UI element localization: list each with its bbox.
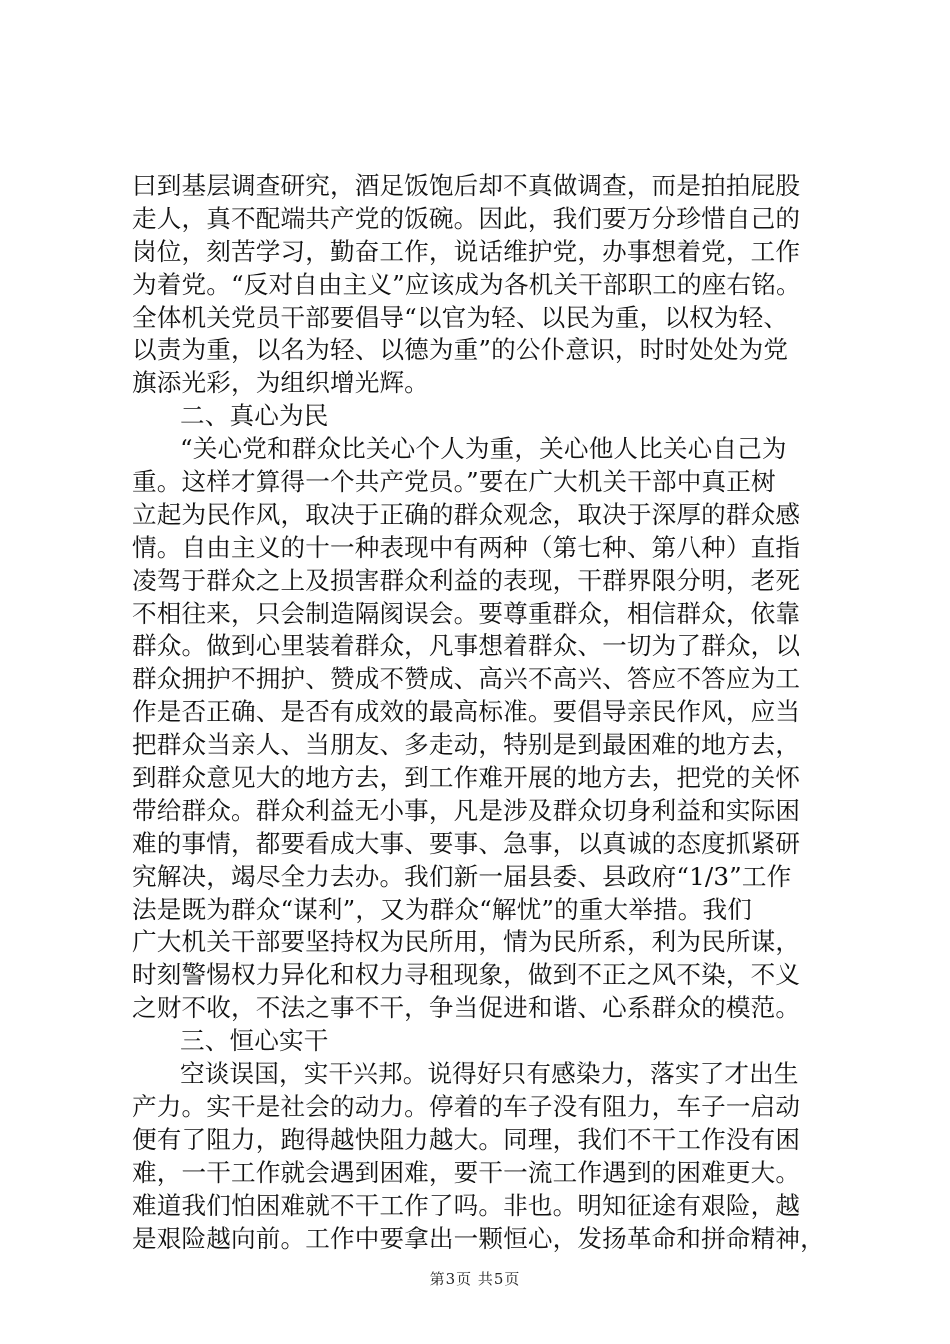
body-line: 岗位，刻苦学习，勤奋工作，说话维护党，办事想着党，工作 <box>132 236 801 266</box>
body-line: 群众。做到心里装着群众，凡事想着群众、一切为了群众，以 <box>132 631 801 661</box>
body-line: 群众拥护不拥护、赞成不赞成、高兴不高兴、答应不答应为工 <box>132 664 801 694</box>
body-line: 重。这样才算得一个共产党员。”要在广大机关干部中真正树 <box>132 467 776 497</box>
body-line: 是艰险越向前。工作中要拿出一颗恒心，发扬革命和拼命精神， <box>132 1223 825 1253</box>
body-line: 走人，真不配端共产党的饭碗。因此，我们要万分珍惜自己的 <box>132 203 801 233</box>
body-line: 全体机关党员干部要倡导“以官为轻、以民为重，以权为轻、 <box>132 302 789 332</box>
body-line: 便有了阻力，跑得越快阻力越大。同理，我们不干工作没有困 <box>132 1124 801 1154</box>
body-line: 旗添光彩，为组织增光辉。 <box>132 368 429 398</box>
page-number-indicator: 第3页 共5页 <box>429 1270 521 1288</box>
body-line: 立起为民作风，取决于正确的群众观念，取决于深厚的群众感 <box>132 499 801 529</box>
document-body <box>132 170 832 1255</box>
body-line: 情。自由主义的十一种表现中有两种（第七种、第八种）直指 <box>132 532 801 562</box>
page-footer <box>0 1268 950 1289</box>
body-line: 时刻警惕权力异化和权力寻租现象，做到不正之风不染，不义 <box>132 960 801 990</box>
body-line: 作是否正确、是否有成效的最高标准。要倡导亲民作风，应当 <box>132 697 801 727</box>
body-line: 究解决，竭尽全力去办。我们新一届县委、县政府“1/3”工作 <box>132 861 792 891</box>
paragraph-first-line: 空谈误国，实干兴邦。说得好只有感染力，落实了才出生 <box>180 1059 799 1089</box>
body-line: 难，一干工作就会遇到困难，要干一流工作遇到的困难更大。 <box>132 1157 801 1187</box>
body-line: 曰到基层调查研究，酒足饭饱后却不真做调查，而是拍拍屁股 <box>132 171 801 200</box>
body-line: 把群众当亲人、当朋友、多走动，特别是到最困难的地方去， <box>132 730 801 760</box>
body-line: 产力。实干是社会的动力。停着的车子没有阻力，车子一启动 <box>132 1091 801 1121</box>
body-line: 不相往来，只会制造隔阂误会。要尊重群众，相信群众，依靠 <box>132 598 801 628</box>
body-line: 广大机关干部要坚持权为民所用，情为民所系，利为民所谋， <box>132 927 801 957</box>
body-line: 到群众意见大的地方去，到工作难开展的地方去，把党的关怀 <box>132 763 801 793</box>
section-heading: 二、真心为民 <box>180 401 329 431</box>
body-line: 凌驾于群众之上及损害群众利益的表现，干群界限分明，老死 <box>132 565 801 595</box>
section-heading: 三、恒心实干 <box>180 1026 329 1056</box>
body-line: 以责为重，以名为轻、以德为重”的公仆意识，时时处处为党 <box>132 335 789 365</box>
body-line: 之财不收，不法之事不干，争当促进和谐、心系群众的模范。 <box>132 993 801 1023</box>
body-line: 带给群众。群众利益无小事，凡是涉及群众切身利益和实际困 <box>132 795 801 825</box>
body-line: 为着党。“反对自由主义”应该成为各机关干部职工的座右铭。 <box>132 269 801 299</box>
paragraph-first-line: “关心党和群众比关心个人为重，关心他人比关心自己为 <box>180 434 787 464</box>
body-line: 法是既为群众“谋利”，又为群众“解忧”的重大举措。我们 <box>132 894 753 924</box>
body-line: 难的事情，都要看成大事、要事、急事，以真诚的态度抓紧研 <box>132 828 801 858</box>
body-line: 难道我们怕困难就不干工作了吗。非也。明知征途有艰险，越 <box>132 1190 801 1220</box>
